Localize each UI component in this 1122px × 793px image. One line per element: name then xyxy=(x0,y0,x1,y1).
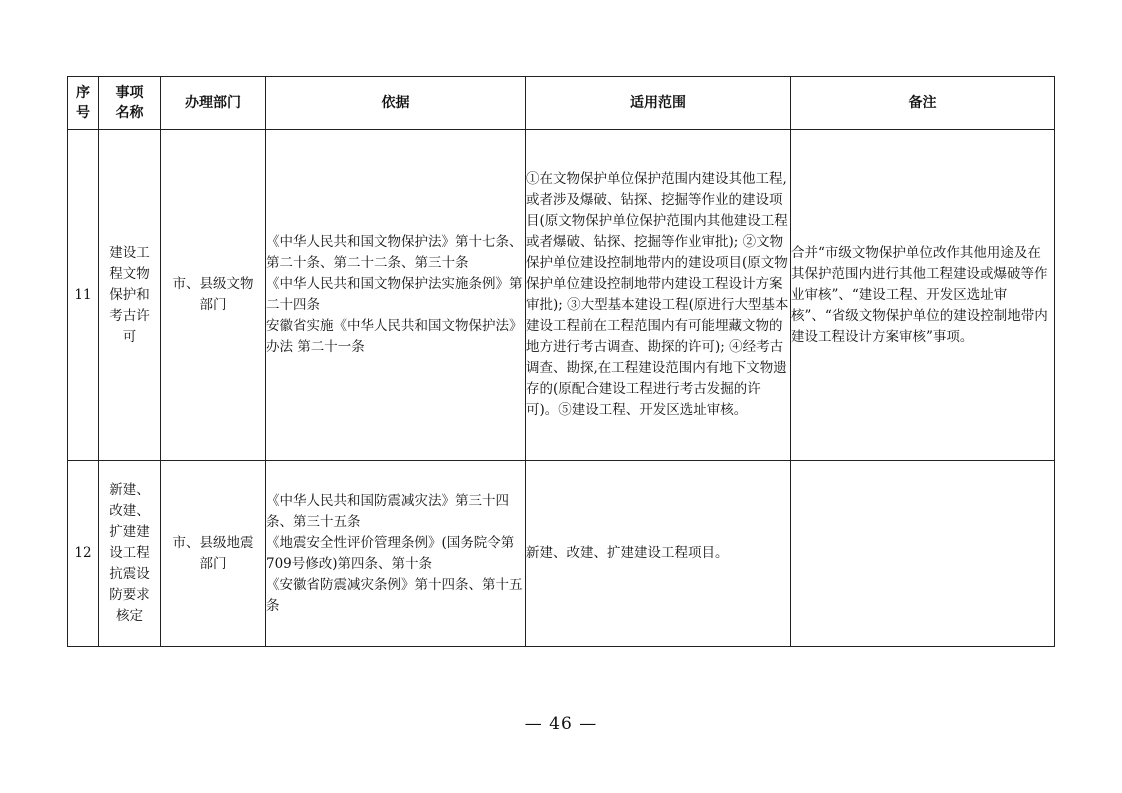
row-no: 11 xyxy=(68,130,99,461)
header-name-text: 事项名称 xyxy=(115,85,144,121)
row-department xyxy=(161,130,266,461)
row-basis xyxy=(266,130,526,461)
basis-line: 《安徽省防震减灾条例》第十四条、第十五条 xyxy=(266,576,523,614)
header-note: 备注 xyxy=(791,77,1055,130)
row-department xyxy=(161,461,266,647)
row-note xyxy=(791,461,1055,647)
basis-line: 《中华人民共和国防震减灾法》第三十四条、第三十五条 xyxy=(266,492,509,530)
row-name xyxy=(99,461,161,647)
header-name xyxy=(99,77,161,130)
row-basis xyxy=(266,461,526,647)
row-name-text: 建设工程文物保护和考古许可 xyxy=(109,244,150,345)
table-row xyxy=(68,130,1055,461)
basis-line: 《中华人民共和国文物保护法实施条例》第二十四条 xyxy=(266,276,523,313)
row-department-text: 市、县级文物部门 xyxy=(172,276,254,313)
basis-line: 《地震安全性评价管理条例》(国务院令第709号修改)第四条、第十条 xyxy=(266,534,515,572)
header-no xyxy=(68,77,99,130)
table-row xyxy=(68,461,1055,647)
row-name-text: 新建、改建、扩建建设工程抗震设防要求核定 xyxy=(109,482,150,624)
header-basis: 依据 xyxy=(266,77,526,130)
page-number: — 46 — xyxy=(524,714,598,734)
table-header-row xyxy=(68,77,1055,130)
header-department: 办理部门 xyxy=(161,77,266,130)
row-name xyxy=(99,130,161,461)
items-table xyxy=(67,76,1055,647)
row-note: 合并“市级文物保护单位改作其他用途及在其保护范围内进行其他工程建设或爆破等作业审核”、“建设工程、开发区选址审核”、“省级文物保护单位的建设控制地带内建设工程设计方案审核”事项。 xyxy=(791,130,1055,461)
header-no-text: 序号 xyxy=(76,85,90,121)
basis-line: 《中华人民共和国文物保护法》第十七条、第二十条、第二十二条、第三十条 xyxy=(266,234,523,271)
row-scope: 新建、改建、扩建建设工程项目。 xyxy=(526,461,791,647)
row-scope: ①在文物保护单位保护范围内建设其他工程,或者涉及爆破、钻探、挖掘等作业的建设项目(原文物保护单位保护范围内其他建设工程或者爆破、钻探、挖掘等作业审批); ②文物保护单位建设控制地带内的建设项目(原文物保护单位建设控制地带内建设工程设计方案审批); ③大型基本建设工程(原进行大型基本建设工程前在工程范围内有可能埋藏文物的地方进行考古调查、勘探的许可); ④经考古调查、勘探,在工程建设范围内有地下文物遗存的(原配合建设工程进行考古发掘的许可)。⑤建设工程、开发区选址审核。 xyxy=(526,130,791,461)
header-scope: 适用范围 xyxy=(526,77,791,130)
row-department-text: 市、县级地震部门 xyxy=(172,534,254,572)
basis-line: 安徽省实施《中华人民共和国文物保护法》办法 第二十一条 xyxy=(266,318,523,355)
row-no: 12 xyxy=(68,461,99,647)
